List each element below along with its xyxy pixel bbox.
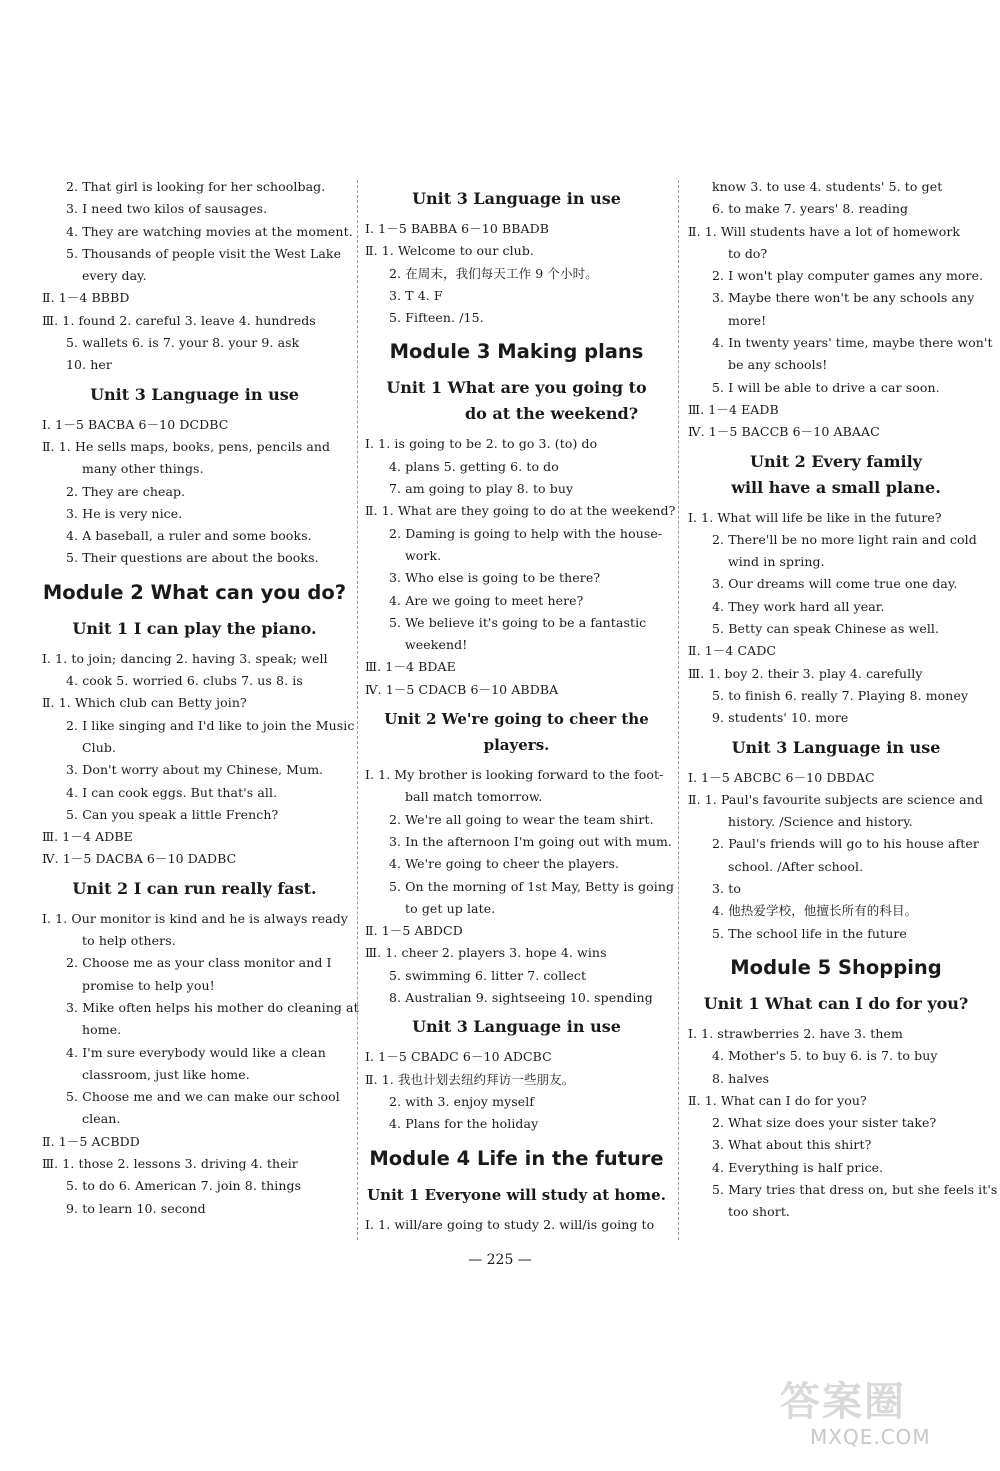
answer-line: Ⅳ. 1－5 CDACB 6－10 ABDBA [365,681,559,697]
answer-line: Ⅰ. 1. strawberries 2. have 3. them [688,1025,903,1041]
answer-line: Ⅳ. 1－5 BACCB 6－10 ABAAC [688,424,880,440]
unit-heading: Unit 1 What are you going to [386,378,647,398]
answer-line: 5. Their questions are about the books. [66,550,319,566]
answer-line: 3. In the afternoon I'm going out with mum. [389,833,673,849]
answer-line: every day. [82,268,147,284]
unit-heading: Unit 3 Language in use [731,737,941,757]
answer-line: know 3. to use 4. students' 5. to get [712,179,943,194]
answer-line: Ⅲ. 1. those 2. lessons 3. driving 4. their [42,1155,298,1171]
answer-line: 3. Who else is going to be there? [389,570,601,586]
answer-line: Ⅰ. 1－5 ABCBC 6－10 DBDAC [688,769,875,785]
column-divider-left [357,180,358,1240]
unit-heading: Unit 2 I can run really fast. [72,878,317,898]
module-heading: Module 4 Life in the future [369,1146,664,1170]
answer-line: Ⅱ. 1. What can I do for you? [688,1092,867,1108]
answer-line: 4. 他热爱学校，他擅长所有的科目。 [712,903,918,919]
answer-column-1 [42,176,359,1220]
answer-line: 2. They are cheap. [66,483,186,499]
unit-heading-continued: will have a small plane. [731,477,941,497]
unit-heading-continued: do at the weekend? [464,404,639,424]
unit-heading: Unit 2 Every family [750,451,922,471]
answer-line: 5. swimming 6. litter 7. collect [389,967,587,983]
answer-line: Ⅰ. 1. is going to be 2. to go 3. (to) do [365,436,598,452]
answer-line: 3. Maybe there won't be any schools any [712,290,975,306]
answer-line: 2. 在周末，我们每天工作 9 个小时。 [389,265,598,281]
answer-line: Ⅲ. 1. found 2. careful 3. leave 4. hundreds [42,312,316,328]
answer-line: 2. We're all going to wear the team shirt. [389,811,654,827]
answer-line: 5. Mary tries that dress on, but she feels it's [712,1181,998,1197]
answer-line: Ⅳ. 1－5 DACBA 6－10 DADBC [42,851,237,867]
answer-line: work. [405,547,442,563]
answer-line: Club. [82,739,117,755]
answer-line: 3. T 4. F [389,287,443,303]
answer-line: 3. Our dreams will come true one day. [712,576,958,592]
answer-line: more! [728,312,767,328]
answer-line: 4. plans 5. getting 6. to do [389,458,559,474]
unit-heading: Unit 3 Language in use [90,384,299,404]
answer-line: 2. with 3. enjoy myself [389,1093,535,1109]
answer-line: 6. to make 7. years' 8. reading [712,201,909,217]
unit-heading: Unit 1 What can I do for you? [703,993,969,1013]
answer-line: Ⅰ. 1－5 BACBA 6－10 DCDBC [42,416,229,432]
unit-heading: Unit 1 Everyone will study at home. [367,1185,666,1204]
answer-line: home. [82,1022,122,1038]
answer-line: 4. I can cook eggs. But that's all. [66,784,278,800]
answer-line: 4. Plans for the holiday [389,1116,539,1132]
answer-line: Ⅱ. 1. Which club can Betty join? [42,695,247,711]
answer-line: 4. They are watching movies at the moment. [66,223,353,239]
answer-line: 5. Can you speak a little French? [66,806,279,822]
answer-line: 2. I won't play computer games any more. [712,268,984,284]
answer-line: Ⅱ. 1. What are they going to do at the weekend? [365,503,676,519]
answer-line: 8. halves [712,1070,770,1086]
answer-line: 2. Paul's friends will go to his house after [712,836,979,852]
answer-line: wind in spring. [728,554,825,570]
watermark-logo: 答案圈 [780,1379,906,1425]
answer-line: Ⅰ. 1. to join; dancing 2. having 3. speak; well [42,650,328,666]
answer-line: 5. Fifteen. /15. [389,310,484,326]
page-number: — 225 — [468,1252,532,1268]
answer-line: Ⅰ. 1. My brother is looking forward to the foot- [365,767,664,783]
answer-line: 4. A baseball, a ruler and some books. [66,528,312,544]
answer-line: Ⅱ. 1. Welcome to our club. [365,243,534,259]
answer-column-2 [365,186,676,1236]
answer-line: history. /Science and history. [728,814,913,830]
answer-line: 4. cook 5. worried 6. clubs 7. us 8. is [66,673,303,689]
answer-line: 5. to do 6. American 7. join 8. things [66,1178,302,1194]
answer-line: be any schools! [728,357,828,373]
unit-heading: Unit 3 Language in use [412,189,621,208]
answer-line: 5. On the morning of 1st May, Betty is going [389,878,675,894]
answer-line: many other things. [82,461,204,477]
answer-line: weekend! [405,637,468,653]
answer-line: to get up late. [405,900,496,916]
answer-line: Ⅲ. 1－4 ADBE [42,829,133,845]
answer-line: too short. [728,1204,791,1220]
answer-line: 8. Australian 9. sightseeing 10. spending [389,990,653,1006]
answer-line: 4. They work hard all year. [712,598,885,614]
answer-line: Ⅱ. 1－5 ABDCD [365,923,463,939]
answer-line: 5. We believe it's going to be a fantastic [389,614,647,630]
answer-line: school. /After school. [728,858,864,874]
answer-line: ball match tomorrow. [405,789,543,805]
answer-line: clean. [82,1111,121,1127]
answer-line: classroom, just like home. [82,1066,250,1082]
module-heading: Module 5 Shopping [730,955,942,979]
unit-heading: Unit 2 We're going to cheer the players. [384,710,649,755]
answer-line: 9. to learn 10. second [66,1200,206,1216]
answer-line: 7. am going to play 8. to buy [389,481,574,497]
answer-line: 3. He is very nice. [66,505,183,521]
answer-line: Ⅲ. 1－4 EADB [688,401,779,417]
answer-line: 2. Daming is going to help with the house- [389,525,663,541]
answer-line: 2. Choose me as your class monitor and I [66,955,332,971]
answer-line: Ⅱ. 1－4 CADC [688,643,777,659]
answer-line: Ⅱ. 1－4 BBBD [42,290,130,306]
answer-line: 2. What size does your sister take? [712,1115,937,1131]
answer-line: 3. What about this shirt? [712,1137,872,1153]
answer-line: 2. That girl is looking for her schoolbag. [66,179,326,194]
unit-heading: Unit 3 Language in use [412,1017,621,1037]
answer-line: Ⅱ. 1. He sells maps, books, pens, pencils and [42,438,331,454]
answer-line: 5. Betty can speak Chinese as well. [712,621,940,637]
answer-line: 4. I'm sure everybody would like a clean [66,1044,326,1060]
answer-line: 5. to finish 6. really 7. Playing 8. money [712,687,969,703]
answer-line: Ⅰ. 1. What will life be like in the future? [688,509,942,525]
answer-line: 10. her [66,357,112,373]
answer-line: 4. We're going to cheer the players. [389,856,620,872]
answer-line: promise to help you! [82,977,215,993]
answer-line: 4. In twenty years' time, maybe there won't [712,335,993,351]
unit-heading: Unit 1 I can play the piano. [72,618,317,638]
answer-line: 4. Mother's 5. to buy 6. is 7. to buy [712,1048,938,1064]
answer-line: Ⅲ. 1. boy 2. their 3. play 4. carefully [688,665,923,681]
answer-column-3 [688,176,998,1224]
answer-line: Ⅰ. 1－5 BABBA 6－10 BBADB [365,221,550,236]
answer-line: Ⅰ. 1. Our monitor is kind and he is always ready [42,910,348,926]
answer-line: 9. students' 10. more [712,710,849,726]
answer-line: Ⅱ. 1. Paul's favourite subjects are science and [688,791,983,807]
answer-line: to do? [728,245,768,261]
answer-line: 3. to [712,881,741,897]
answer-line: Ⅲ. 1－4 BDAE [365,659,456,675]
answer-line: Ⅰ. 1. will/are going to study 2. will/is going to [365,1216,655,1232]
answer-line: 3. Mike often helps his mother do cleaning at [66,999,359,1015]
answer-line: 4. Are we going to meet here? [389,592,584,608]
answer-line: Ⅱ. 1－5 ACBDD [42,1133,140,1149]
answer-line: 5. Thousands of people visit the West Lake [66,245,342,261]
watermark-url: MXQE.COM [810,1425,931,1449]
answer-line: 5. I will be able to drive a car soon. [712,379,940,395]
answer-line: to help others. [82,933,176,949]
answer-line: 5. Choose me and we can make our school [66,1089,340,1105]
answer-line: 3. I need two kilos of sausages. [66,201,268,217]
answer-line: 3. Don't worry about my Chinese, Mum. [66,762,324,778]
module-heading: Module 3 Making plans [389,340,644,364]
module-heading: Module 2 What can you do? [42,580,347,604]
answer-line: 4. Everything is half price. [712,1159,884,1175]
answer-line: 2. I like singing and I'd like to join the Music [66,717,355,733]
answer-line: Ⅱ. 1. Will students have a lot of homework [688,223,961,239]
answer-line: Ⅱ. 1. 我也计划去纽约拜访一些朋友。 [365,1071,575,1087]
answer-line: Ⅰ. 1－5 CBADC 6－10 ADCBC [365,1049,552,1065]
answer-line: 2. There'll be no more light rain and cold [712,531,977,547]
answer-line: 5. wallets 6. is 7. your 8. your 9. ask [66,335,300,351]
answer-line: Ⅲ. 1. cheer 2. players 3. hope 4. wins [365,945,607,961]
column-divider-right [678,180,679,1240]
answer-line: 5. The school life in the future [712,925,907,941]
